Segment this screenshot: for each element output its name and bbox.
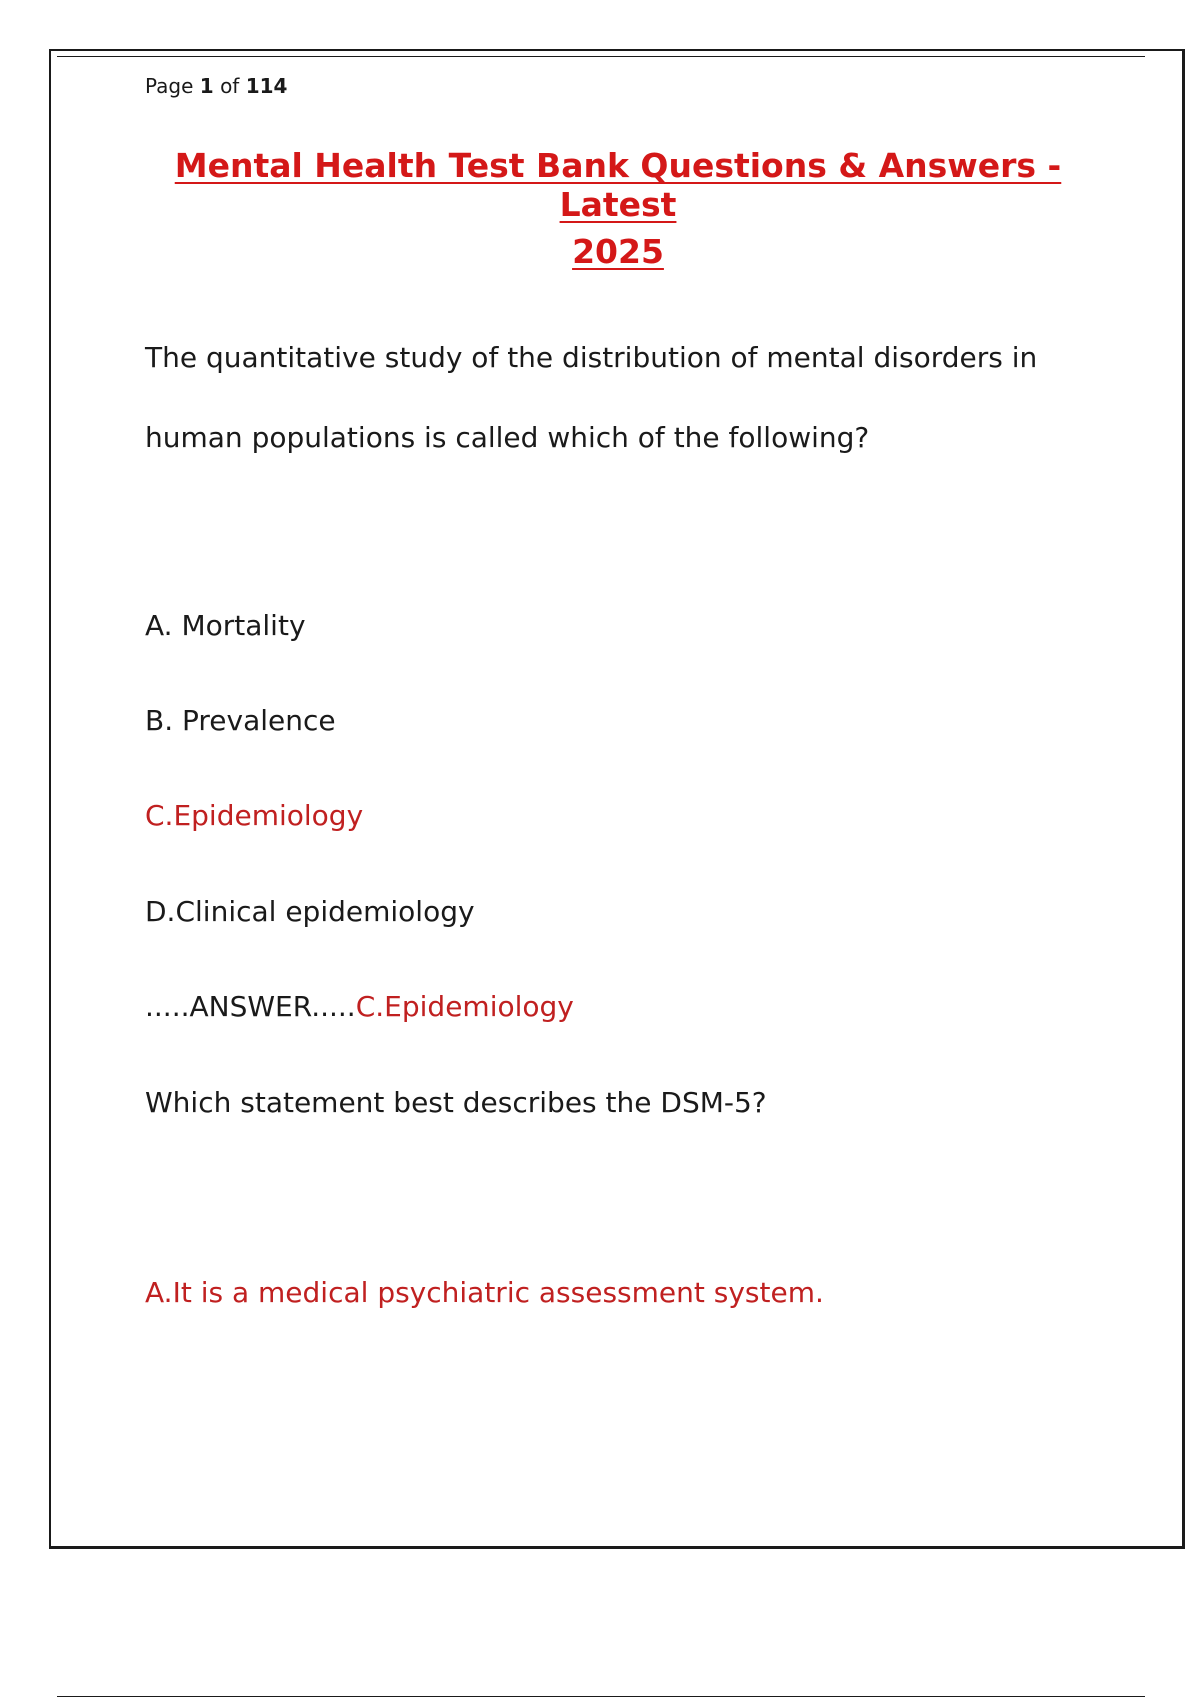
question-1-option-b: B. Prevalence bbox=[145, 704, 336, 737]
question-1-option-c: C.Epidemiology bbox=[145, 799, 364, 832]
question-1-option-a: A. Mortality bbox=[145, 609, 306, 642]
question-1-text-line-1: The quantitative study of the distribution of mental disorders in bbox=[145, 341, 1038, 374]
page-label: Page bbox=[145, 74, 194, 98]
answer-value: C.Epidemiology bbox=[355, 990, 574, 1023]
page-total: 114 bbox=[245, 74, 288, 98]
document-title: Mental Health Test Bank Questions & Answers - Latest bbox=[174, 146, 1062, 224]
bottom-rule bbox=[57, 1696, 1145, 1697]
question-1-text-line-2: human populations is called which of the following? bbox=[145, 421, 870, 454]
page-of: of bbox=[220, 74, 240, 98]
document-title-year: 2025 bbox=[572, 232, 664, 271]
page-current: 1 bbox=[199, 74, 214, 98]
page-number bbox=[145, 74, 287, 98]
question-1-answer bbox=[145, 989, 574, 1025]
answer-prefix: .....ANSWER..... bbox=[145, 990, 356, 1023]
question-2-text: Which statement best describes the DSM-5? bbox=[145, 1086, 767, 1119]
question-2-option-a: A.It is a medical psychiatric assessment system. bbox=[145, 1276, 824, 1309]
top-rule bbox=[57, 56, 1145, 57]
question-1-option-d: D.Clinical epidemiology bbox=[145, 895, 475, 928]
